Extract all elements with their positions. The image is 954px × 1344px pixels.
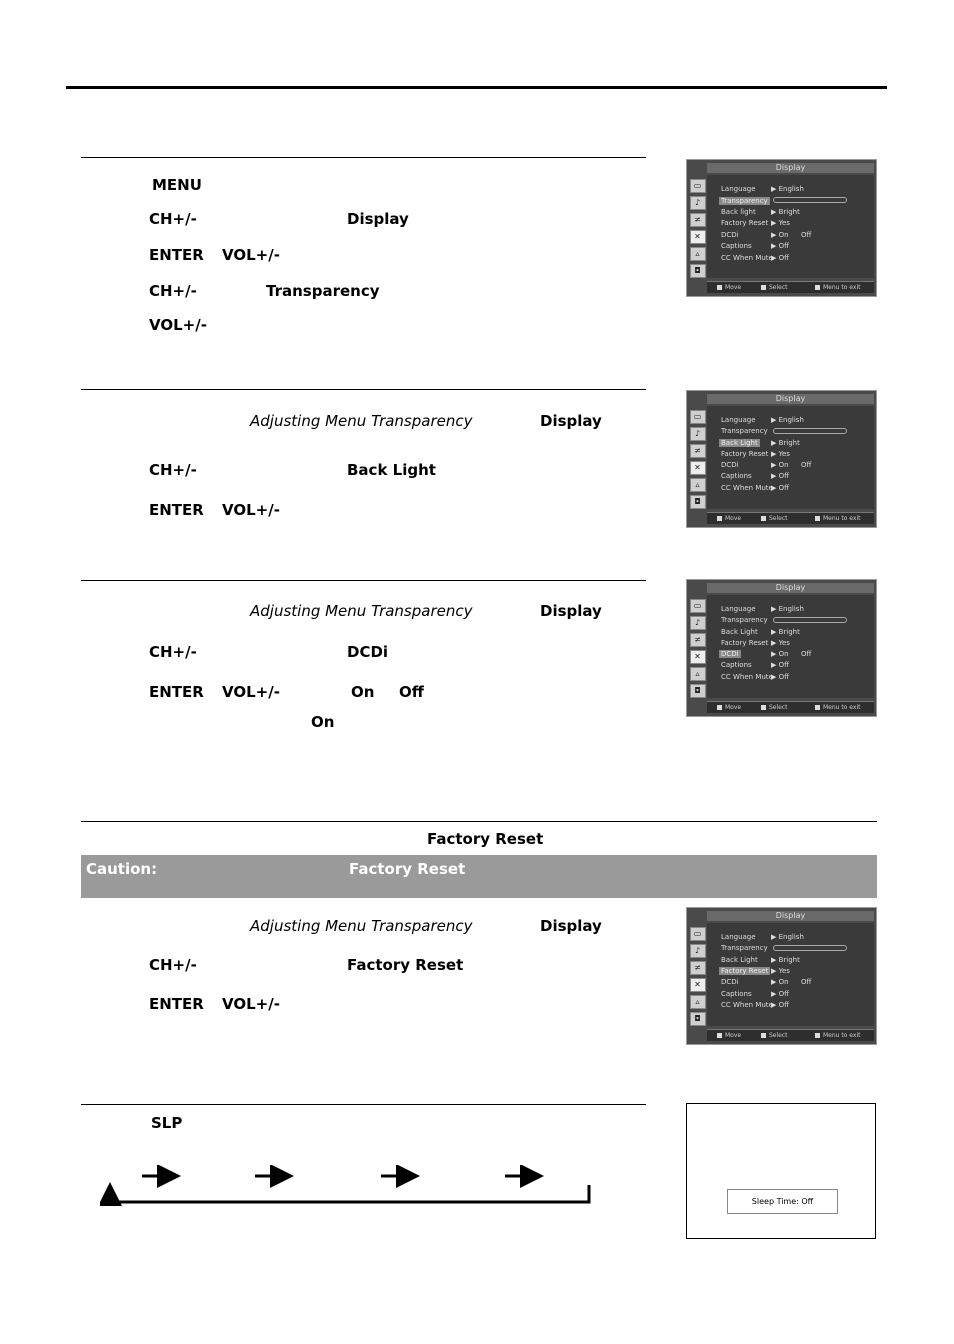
channel-icon: ≠ (690, 633, 706, 647)
osd-value: ▶ Off (771, 484, 789, 492)
menu-key: MENU (152, 176, 202, 194)
osd-row-transparency: Transparency (721, 616, 768, 624)
osd-footer: Move Select Menu to exit (707, 512, 874, 524)
osd-footer: Move Select Menu to exit (707, 1029, 874, 1041)
caution-target: Factory Reset (349, 860, 466, 878)
osd-row-cc-when-mute: CC When Mute (721, 1001, 773, 1009)
sleep-time-display: Sleep Time: Off (727, 1189, 838, 1214)
dcdi-label: DCDi (347, 643, 389, 661)
osd-icon-column (689, 177, 706, 277)
osd-row-backlight: Back Light (721, 439, 758, 447)
osd-value: ▶ Bright (771, 956, 800, 964)
sound-icon: ♪ (690, 944, 706, 958)
osd-row-language: Language (721, 605, 756, 613)
osd-row-dcdi: DCDi (721, 978, 739, 986)
osd-value: ▶ English (771, 605, 804, 613)
osd-row-language: Language (721, 416, 756, 424)
osd-row-captions: Captions (721, 242, 752, 250)
osd-row-factory-reset: Factory Reset (721, 219, 769, 227)
picture-icon: ▭ (690, 410, 706, 424)
setup-icon: ✕ (690, 230, 706, 244)
osd-title: Display (707, 583, 874, 593)
display-label: Display (540, 602, 602, 620)
ch-key: CH+/- (149, 282, 197, 300)
setup-icon: ✕ (690, 650, 706, 664)
osd-row-cc-when-mute: CC When Mute (721, 254, 773, 262)
osd-row-cc-when-mute: CC When Mute (721, 673, 773, 681)
input-icon: ▵ (690, 667, 706, 681)
header-rule (66, 86, 887, 89)
backlight-label: Back Light (347, 461, 436, 479)
osd-row-dcdi: DCDi (721, 461, 739, 469)
section-divider (81, 821, 877, 822)
osd-row-language: Language (721, 933, 756, 941)
osd-row-transparency: Transparency (721, 197, 768, 205)
osd-value: ▶ English (771, 933, 804, 941)
input-icon: ▵ (690, 478, 706, 492)
osd-value: ▶ Off (771, 661, 789, 669)
section-divider (81, 1104, 646, 1105)
osd-row-language: Language (721, 185, 756, 193)
enter-key: ENTER (149, 683, 204, 701)
select-icon (761, 1033, 766, 1038)
setup-icon: ✕ (690, 461, 706, 475)
picture-icon: ▭ (690, 179, 706, 193)
osd-row-dcdi: DCDi (721, 231, 739, 239)
exit-icon (815, 705, 820, 710)
osd-row-captions: Captions (721, 990, 752, 998)
sleep-osd (686, 1103, 876, 1239)
osd-extra: Off (801, 231, 812, 239)
osd-extra: Off (801, 461, 812, 469)
section-divider (81, 157, 646, 158)
osd-footer: Move Select Menu to exit (707, 281, 874, 293)
transparency-slider (773, 945, 847, 951)
osd-row-backlight: Back Light (721, 628, 758, 636)
lock-icon: ◘ (690, 264, 706, 278)
osd-extra: Off (801, 978, 812, 986)
section-divider (81, 389, 646, 390)
osd-footer: Move Select Menu to exit (707, 701, 874, 713)
osd-display-menu (686, 579, 877, 717)
osd-display-menu (686, 907, 877, 1045)
select-icon (761, 705, 766, 710)
reference-link-text: Adjusting Menu Transparency (250, 602, 473, 620)
osd-value: ▶ Off (771, 472, 789, 480)
osd-value: ▶ Yes (771, 450, 790, 458)
osd-value: ▶ English (771, 416, 804, 424)
on-label: On (311, 713, 335, 731)
osd-value: ▶ Bright (771, 439, 800, 447)
vol-key: VOL+/- (222, 501, 280, 519)
vol-key: VOL+/- (222, 246, 280, 264)
osd-value: ▶ Bright (771, 628, 800, 636)
osd-row-factory-reset: Factory Reset (721, 967, 769, 975)
osd-row-captions: Captions (721, 661, 752, 669)
input-icon: ▵ (690, 247, 706, 261)
caution-banner (81, 855, 877, 898)
section-divider (81, 580, 646, 581)
osd-value: ▶ Off (771, 673, 789, 681)
channel-icon: ≠ (690, 444, 706, 458)
reference-link-text: Adjusting Menu Transparency (250, 917, 473, 935)
ch-key: CH+/- (149, 643, 197, 661)
slp-key: SLP (151, 1114, 183, 1132)
osd-value: ▶ Yes (771, 639, 790, 647)
osd-row-transparency: Transparency (721, 427, 768, 435)
sound-icon: ♪ (690, 616, 706, 630)
input-icon: ▵ (690, 995, 706, 1009)
vol-key: VOL+/- (222, 683, 280, 701)
osd-value: ▶ On (771, 231, 789, 239)
lock-icon: ◘ (690, 684, 706, 698)
transparency-slider (773, 428, 847, 434)
osd-icon-column (689, 597, 706, 697)
osd-value: ▶ Off (771, 990, 789, 998)
on-label: On (351, 683, 375, 701)
osd-row-factory-reset: Factory Reset (721, 450, 769, 458)
move-icon (717, 1033, 722, 1038)
display-label: Display (347, 210, 409, 228)
lock-icon: ◘ (690, 495, 706, 509)
enter-key: ENTER (149, 246, 204, 264)
osd-extra: Off (801, 650, 812, 658)
channel-icon: ≠ (690, 961, 706, 975)
exit-icon (815, 1033, 820, 1038)
exit-icon (815, 285, 820, 290)
ch-key: CH+/- (149, 956, 197, 974)
osd-value: ▶ Yes (771, 967, 790, 975)
osd-row-captions: Captions (721, 472, 752, 480)
enter-key: ENTER (149, 501, 204, 519)
osd-title: Display (707, 163, 874, 173)
osd-value: ▶ On (771, 461, 789, 469)
osd-row-cc-when-mute: CC When Mute (721, 484, 773, 492)
enter-key: ENTER (149, 995, 204, 1013)
picture-icon: ▭ (690, 927, 706, 941)
osd-title: Display (707, 911, 874, 921)
osd-icon-column (689, 408, 706, 508)
osd-icon-column (689, 925, 706, 1025)
reference-link-text: Adjusting Menu Transparency (250, 412, 473, 430)
osd-row-transparency: Transparency (721, 944, 768, 952)
ch-key: CH+/- (149, 210, 197, 228)
channel-icon: ≠ (690, 213, 706, 227)
transparency-label: Transparency (266, 282, 380, 300)
osd-value: ▶ Off (771, 254, 789, 262)
osd-title: Display (707, 394, 874, 404)
osd-row-backlight: Back light (721, 208, 756, 216)
osd-value: ▶ Off (771, 242, 789, 250)
lock-icon: ◘ (690, 1012, 706, 1026)
sleep-return-arrow (110, 1185, 589, 1202)
osd-value: ▶ Off (771, 1001, 789, 1009)
osd-value: ▶ On (771, 978, 789, 986)
sleep-cycle-diagram (100, 1165, 600, 1210)
select-icon (761, 516, 766, 521)
factory-reset-label: Factory Reset (347, 956, 464, 974)
sound-icon: ♪ (690, 427, 706, 441)
transparency-slider (773, 617, 847, 623)
display-label: Display (540, 917, 602, 935)
off-label: Off (399, 683, 424, 701)
osd-row-dcdi: DCDi (721, 650, 739, 658)
ch-key: CH+/- (149, 461, 197, 479)
osd-value: ▶ Bright (771, 208, 800, 216)
vol-key: VOL+/- (222, 995, 280, 1013)
exit-icon (815, 516, 820, 521)
move-icon (717, 285, 722, 290)
move-icon (717, 516, 722, 521)
osd-value: ▶ English (771, 185, 804, 193)
setup-icon: ✕ (690, 978, 706, 992)
move-icon (717, 705, 722, 710)
sound-icon: ♪ (690, 196, 706, 210)
osd-row-factory-reset: Factory Reset (721, 639, 769, 647)
display-label: Display (540, 412, 602, 430)
osd-row-backlight: Back Light (721, 956, 758, 964)
caution-label: Caution: (86, 860, 158, 878)
vol-key: VOL+/- (149, 316, 207, 334)
transparency-slider (773, 197, 847, 203)
osd-value: ▶ On (771, 650, 789, 658)
picture-icon: ▭ (690, 599, 706, 613)
osd-value: ▶ Yes (771, 219, 790, 227)
select-icon (761, 285, 766, 290)
factory-reset-heading: Factory Reset (427, 830, 544, 848)
osd-display-menu (686, 390, 877, 528)
osd-display-menu (686, 159, 877, 297)
